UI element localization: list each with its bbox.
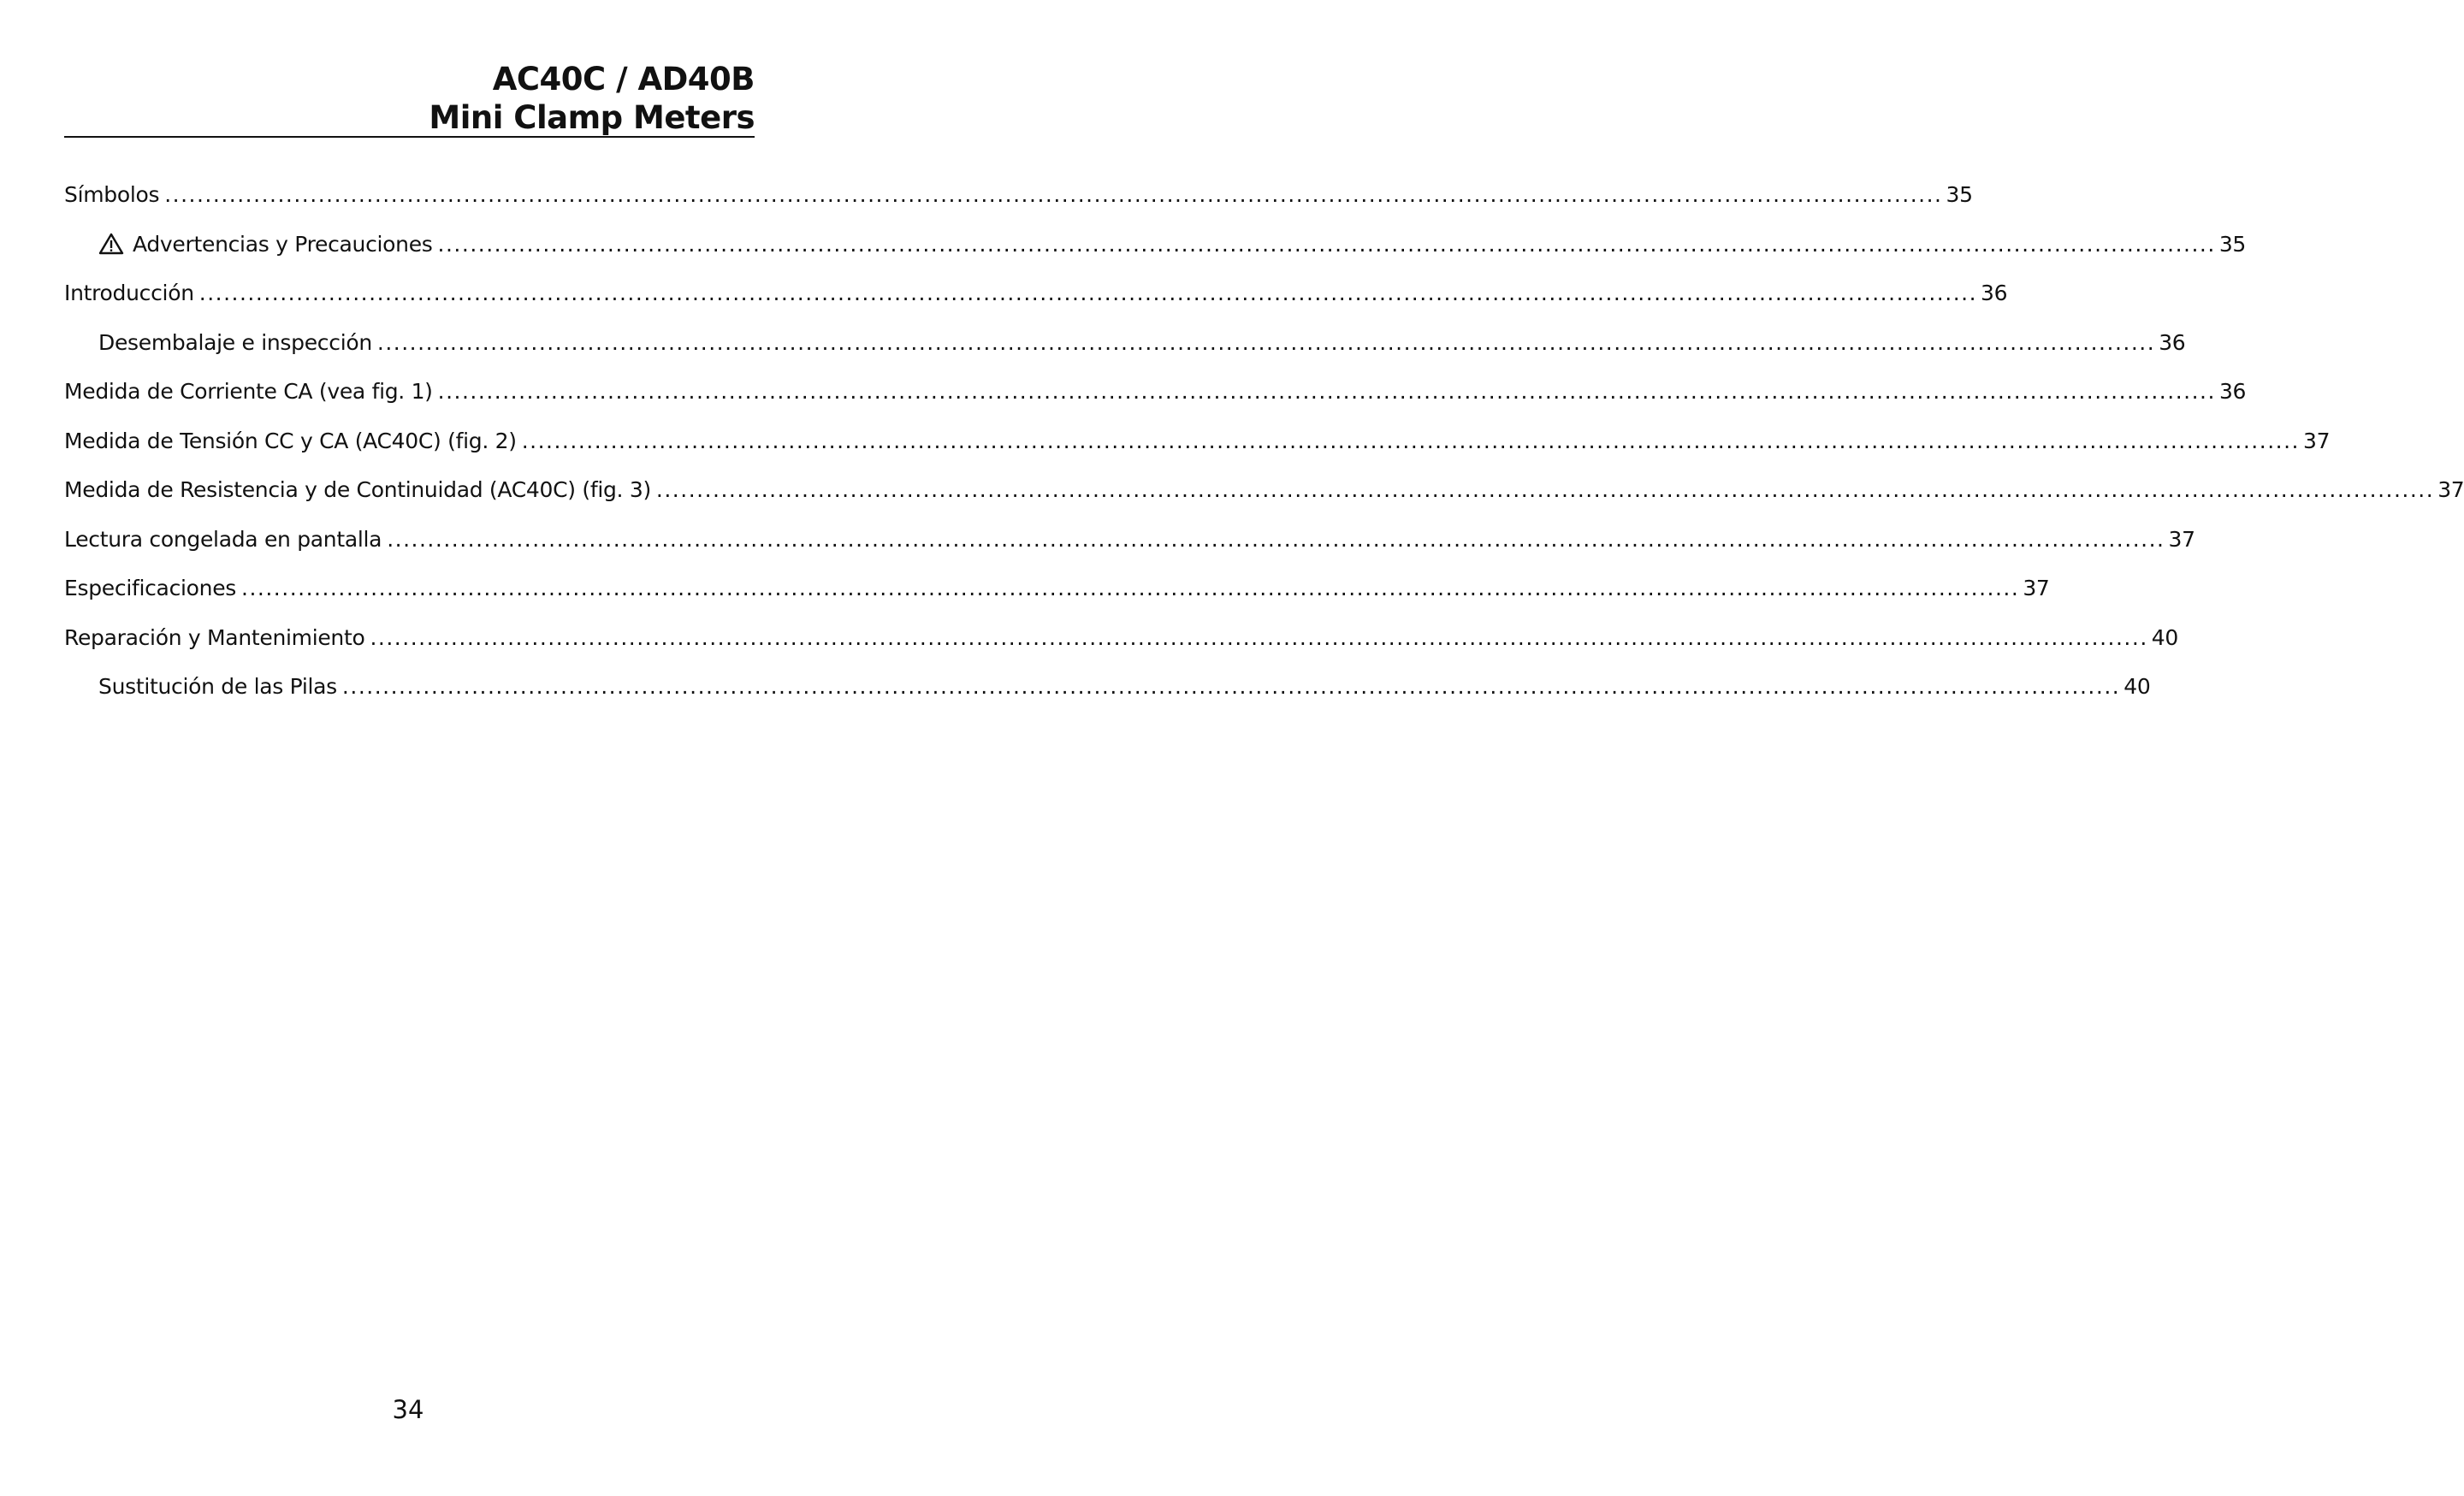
toc-leader-dots: ............................................................................................................................................................................................................................ xyxy=(655,477,2435,502)
toc-entry-reparacion[interactable] xyxy=(64,621,2178,671)
toc-entry-lectura-congelada[interactable] xyxy=(64,523,2195,572)
toc-entry-label: Medida de Tensión CC y CA (AC40C) (fig. 2) xyxy=(64,428,517,453)
toc-entry-page: 35 xyxy=(2218,231,2247,257)
toc-entry-label: Sustitución de las Pilas xyxy=(98,674,337,699)
toc-entry-page: 36 xyxy=(2218,379,2247,404)
toc-entry-label: Advertencias y Precauciones xyxy=(133,231,433,257)
toc-entry-simbolos[interactable] xyxy=(64,178,1973,228)
toc-entry-especificaciones[interactable] xyxy=(64,571,2050,621)
toc-entry-page: 37 xyxy=(2023,576,2050,600)
table-of-contents xyxy=(64,178,2464,719)
warning-triangle-icon xyxy=(98,231,124,253)
toc-entry-label: Desembalaje e inspección xyxy=(98,329,372,355)
toc-entry-label: Especificaciones xyxy=(64,576,237,600)
header-rule xyxy=(64,136,755,138)
toc-leader-dots: ............................................................................................................................................................................................................................ xyxy=(376,329,2156,355)
toc-entry-page: 37 xyxy=(2168,526,2195,552)
page-number: 34 xyxy=(392,1395,424,1424)
toc-entry-page: 40 xyxy=(2151,624,2178,650)
toc-entry-label: Medida de Corriente CA (vea fig. 1) xyxy=(64,379,433,404)
toc-leader-dots: ............................................................................................................................................................................................................................ xyxy=(341,674,2121,699)
document-title-line-2: Mini Clamp Meters xyxy=(429,99,755,136)
document-title-line-1: AC40C / AD40B xyxy=(492,61,755,98)
toc-entry-page: 35 xyxy=(1946,182,1973,207)
toc-entry-page: 36 xyxy=(1981,281,2008,305)
toc-leader-dots: ............................................................................................................................................................................................................................ xyxy=(370,624,2148,650)
toc-leader-dots: ............................................................................................................................................................................................................................ xyxy=(164,182,1943,207)
toc-leader-dots: ............................................................................................................................................................................................................................ xyxy=(437,379,2216,404)
toc-entry-sustitucion-pilas[interactable] xyxy=(64,670,2151,719)
toc-entry-introduccion[interactable] xyxy=(64,276,2008,326)
toc-entry-resistencia[interactable] xyxy=(64,473,2464,523)
toc-entry-desembalaje[interactable] xyxy=(64,326,2186,375)
toc-entry-page: 40 xyxy=(2123,674,2151,699)
toc-entry-advertencias[interactable] xyxy=(64,228,2247,277)
toc-leader-dots: ............................................................................................................................................................................................................................ xyxy=(521,428,2300,453)
toc-leader-dots: ............................................................................................................................................................................................................................ xyxy=(241,576,2020,600)
toc-leader-dots: ............................................................................................................................................................................................................................ xyxy=(198,281,1978,305)
toc-entry-label: Lectura congelada en pantalla xyxy=(64,526,382,552)
toc-entry-page: 36 xyxy=(2159,329,2186,355)
toc-entry-page: 37 xyxy=(2437,477,2464,502)
toc-entry-corriente-ca[interactable] xyxy=(64,375,2247,424)
toc-entry-tension[interactable] xyxy=(64,424,2331,474)
toc-entry-label: Reparación y Mantenimiento xyxy=(64,624,365,650)
toc-leader-dots: ............................................................................................................................................................................................................................ xyxy=(387,526,2165,552)
page-header xyxy=(64,60,755,137)
toc-entry-label: Introducción xyxy=(64,281,194,305)
toc-entry-label: Símbolos xyxy=(64,182,160,207)
toc-entry-label: Medida de Resistencia y de Continuidad (AC40C) (fig. 3) xyxy=(64,477,651,502)
toc-leader-dots: ............................................................................................................................................................................................................................ xyxy=(437,231,2216,257)
toc-entry-page: 37 xyxy=(2302,428,2331,453)
